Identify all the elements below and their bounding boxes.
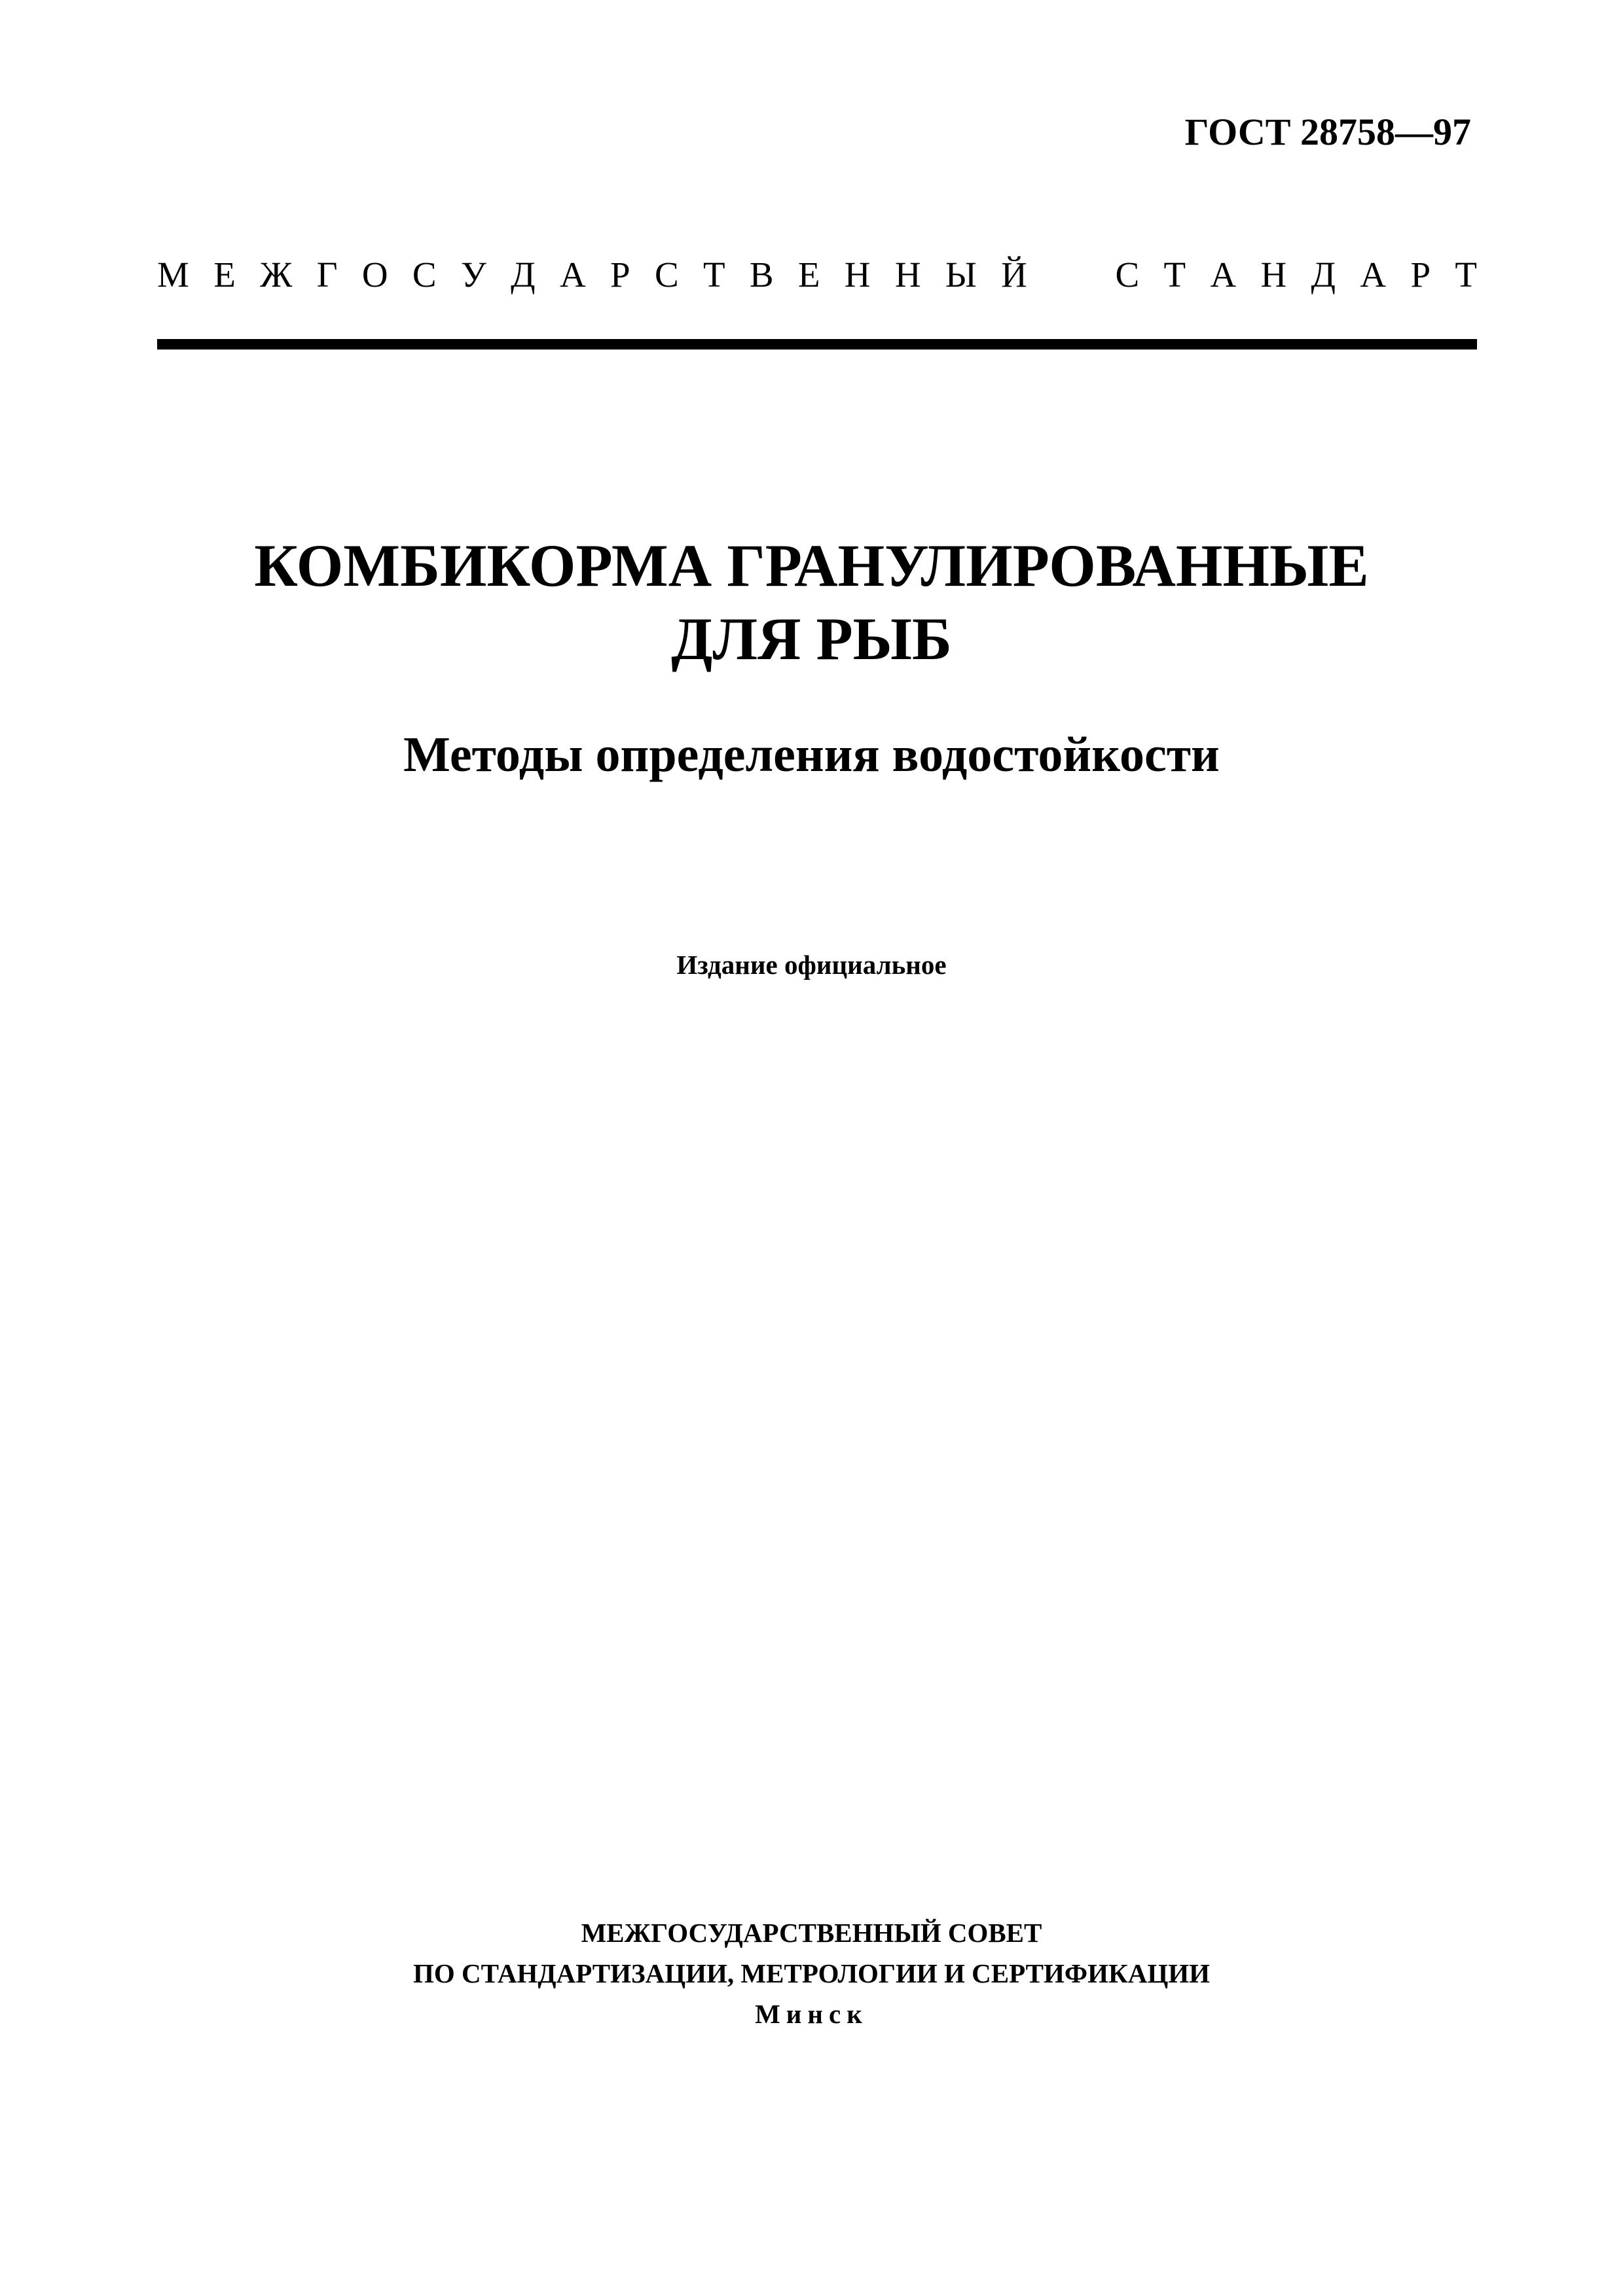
standard-type-letter: Р	[610, 255, 630, 295]
document-subtitle: Методы определения водостойкости	[403, 727, 1220, 782]
standard-type-letter: Г	[316, 255, 338, 295]
document-title-line-2: ДЛЯ РЫБ	[671, 605, 952, 672]
standard-type-letter: Д	[1311, 255, 1336, 295]
standard-type-letter: О	[361, 255, 388, 295]
standard-type-letter: С	[654, 255, 679, 295]
publisher-line-2: ПО СТАНДАРТИЗАЦИИ, МЕТРОЛОГИИ И СЕРТИФИКАЦИИ	[412, 1958, 1211, 1988]
standard-type-letter: Р	[1410, 255, 1431, 295]
standard-type-letter: Т	[1455, 255, 1477, 295]
standard-type-letter: Н	[894, 255, 921, 295]
standard-type-letter: Т	[1163, 255, 1186, 295]
standard-type-letter: М	[157, 255, 189, 295]
standard-type-letter: Е	[797, 255, 820, 295]
edition-note: Издание официальное	[676, 950, 947, 980]
document-title-line-1: КОМБИКОРМА ГРАНУЛИРОВАННЫЕ	[254, 532, 1369, 599]
standard-type-letter: Д	[511, 255, 536, 295]
standard-type-letter: Н	[1260, 255, 1287, 295]
publisher-line-1: МЕЖГОСУДАРСТВЕННЫЙ СОВЕТ	[581, 1918, 1042, 1948]
standard-type-heading	[157, 254, 1477, 295]
standard-type-letter: Н	[844, 255, 871, 295]
standard-type-letter: А	[1360, 255, 1387, 295]
header-rule	[157, 339, 1477, 350]
document-title	[0, 529, 1623, 675]
document-number: ГОСТ 28758—97	[1184, 111, 1471, 153]
standard-type-letter: А	[560, 255, 586, 295]
standard-type-letter: Й	[1001, 255, 1027, 295]
publisher-block	[0, 1912, 1623, 2034]
standard-type-letter: В	[749, 255, 774, 295]
standard-type-letter: Ы	[945, 255, 977, 295]
standard-type-word-gap	[1051, 254, 1091, 295]
standard-type-letter: Ж	[260, 255, 293, 295]
standard-type-letter: Т	[702, 255, 725, 295]
standard-type-letter: С	[412, 255, 437, 295]
standard-type-letter: С	[1115, 255, 1140, 295]
standard-type-letter: У	[460, 255, 486, 295]
standard-type-letter: Е	[213, 255, 236, 295]
publisher-city: Минск	[755, 1999, 868, 2029]
standard-type-letter: А	[1210, 255, 1237, 295]
